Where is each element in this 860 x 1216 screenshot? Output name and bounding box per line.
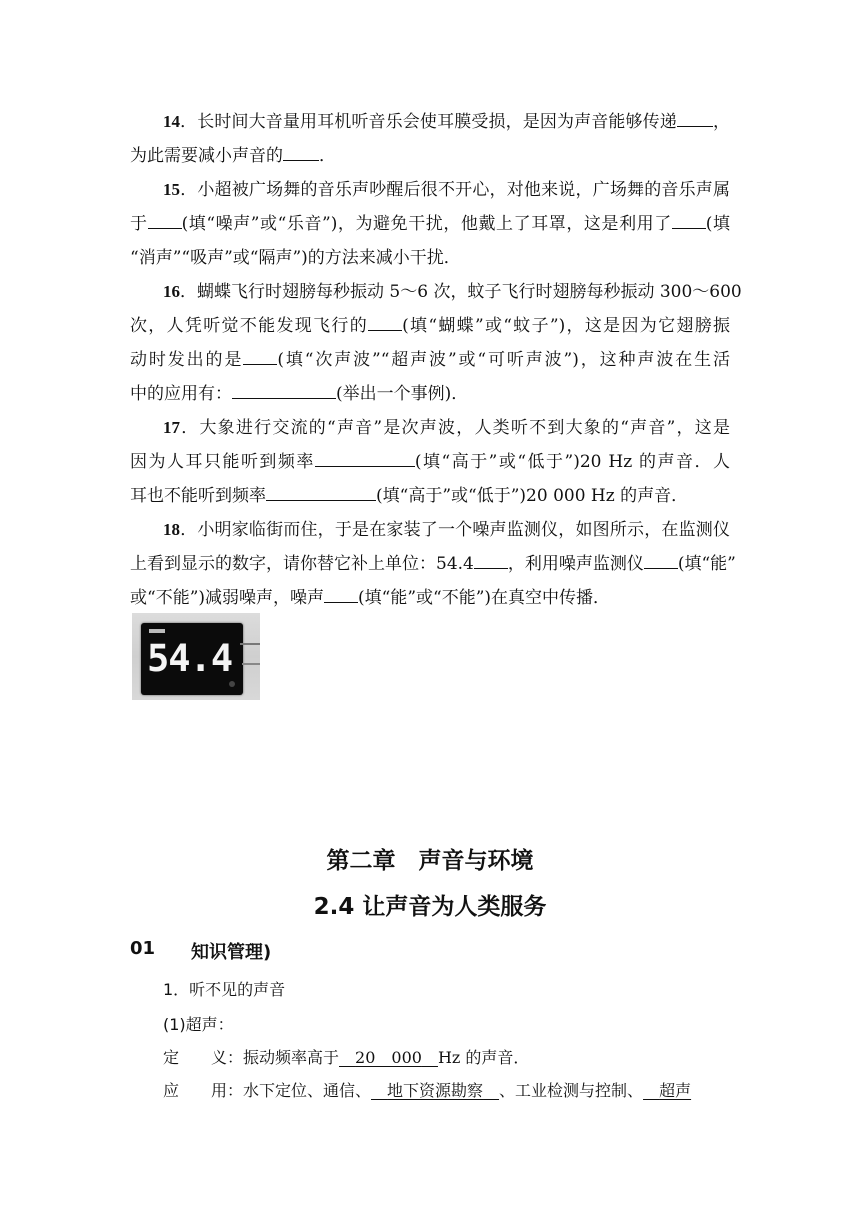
q16-line-4: 中的应用有： (举出一个事例)． [130,384,469,404]
brand-logo [149,629,165,633]
q14-number: 14 [163,112,180,131]
q18-line-3: 或“不能”)减弱噪声，噪声 (填“能”或“不能”)在真空中传播． [130,588,611,608]
q16-blank-1 [368,316,402,331]
q17-blank-2 [266,486,376,501]
knowledge-number: 01 [130,938,156,959]
application-answer-2: __超声 [643,1081,692,1100]
q15-line-3: “消声”“吸声”或“隔声”)的方法来减小干扰． [130,248,461,268]
q18-line-2: 上看到显示的数字，请你替它补上单位：54.4 ，利用噪声监测仪 (填“能” [130,554,736,574]
definition-line: 定 义：振动频率高于__20 000__Hz 的声音． [163,1048,530,1067]
q14-blank-1 [677,112,713,127]
q16-line-1: 16．蝴蝶飞行时翅膀每秒振动 5～6 次，蚊子飞行时翅膀每秒振动 300～600 [163,282,742,302]
q17-line-1: 17．大象进行交流的“声音”是次声波，人类听不到大象的“声音”，这是 [163,418,730,438]
cable [242,663,260,665]
application-answer-1: __地下资源勘察__ [371,1081,500,1100]
q17-blank-1 [315,452,415,467]
noise-reading-display: 54.4 [147,637,233,680]
q16-blank-2 [243,350,277,365]
item-1-heading: 1．听不见的声音 [163,980,286,999]
q15-line-2: 于 (填“噪声”或“乐音”)，为避免干扰，他戴上了耳罩，这是利用了 (填 [130,214,731,234]
section-title: 2.4 让声音为人类服务 [313,894,547,920]
q17-number: 17 [163,418,180,437]
chapter-title: 第二章 声音与环境 [326,848,534,874]
q18-number: 18 [163,520,180,539]
q17-line-2: 因为人耳只能听到频率 (填“高于”或“低于”)20 Hz 的声音．人 [130,452,731,472]
q15-blank-1 [148,214,182,229]
q15-line-1: 15．小超被广场舞的音乐声吵醒后很不开心，对他来说，广场舞的音乐声属 [163,180,730,200]
q15-number: 15 [163,180,180,199]
knowledge-heading: 知识管理) [191,942,272,963]
q14-line-2: 为此需要减小声音的 ． [130,146,336,166]
q16-number: 16 [163,282,180,301]
indicator-light [229,681,235,687]
q18-blank-1 [474,554,508,569]
definition-label: 定 义： [163,1048,244,1067]
definition-answer: __20 000__ [339,1048,438,1067]
application-line: 应 用：水下定位、通信、__地下资源勘察__、工业检测与控制、__超声 [163,1081,692,1100]
q18-blank-3 [324,588,358,603]
noise-monitor-photo [132,613,260,700]
application-label: 应 用： [163,1081,244,1100]
q18-line-1: 18．小明家临街而住，于是在家装了一个噪声监测仪，如图所示，在监测仪 [163,520,730,540]
q18-blank-2 [644,554,678,569]
sub-1-heading: (1)超声： [163,1015,234,1034]
q17-line-3: 耳也不能听到频率 (填“高于”或“低于”)20 000 Hz 的声音． [130,486,689,506]
q14-line-1: 14．长时间大音量用耳机听音乐会使耳膜受损，是因为声音能够传递 ， [163,112,731,132]
noise-monitor-device [141,623,243,695]
q16-line-3: 动时发出的是 (填“次声波”“超声波”或“可听声波”)，这种声波在生活 [130,350,730,370]
q16-blank-3 [232,384,336,399]
q14-blank-2 [283,146,319,161]
q15-blank-2 [672,214,706,229]
q16-line-2: 次，人凭听觉不能发现飞行的 (填“蝴蝶”或“蚊子”)，这是因为它翅膀振 [130,316,731,336]
cable [240,643,260,645]
